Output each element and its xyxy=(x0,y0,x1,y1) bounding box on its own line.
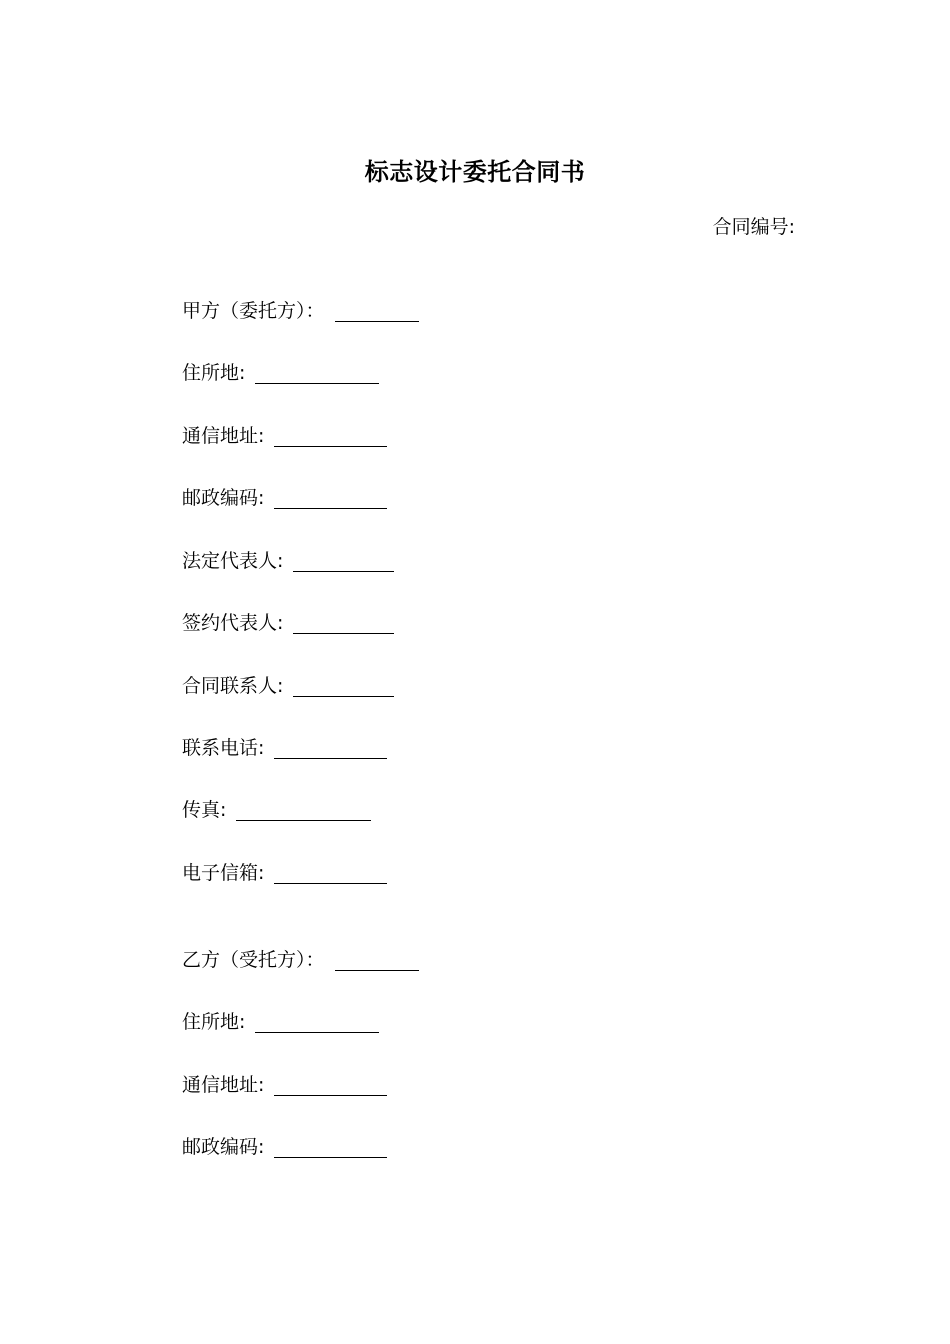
party-a-field-row xyxy=(182,484,387,512)
party-b-name-blank xyxy=(335,950,419,971)
party-b-field-blank xyxy=(274,1075,387,1096)
party-a-heading-row xyxy=(182,297,419,325)
party-a-field-row xyxy=(182,422,387,450)
party-a-field-label: 联系电话: xyxy=(182,737,265,759)
party-a-field-label: 传真: xyxy=(182,799,227,821)
party-a-name-blank xyxy=(335,301,419,322)
party-a-field-row xyxy=(182,609,394,637)
party-b-field-label: 住所地: xyxy=(182,1011,246,1033)
document-title: 标志设计委托合同书 xyxy=(364,158,586,186)
party-a-field-label: 电子信箱: xyxy=(182,862,265,884)
party-a-field-label: 法定代表人: xyxy=(182,550,284,572)
party-a-field-blank xyxy=(274,426,387,447)
party-a-field-blank xyxy=(293,613,394,634)
party-b-field-row xyxy=(182,1008,379,1036)
party-b-field-blank xyxy=(274,1137,387,1158)
party-a-field-label: 合同联系人: xyxy=(182,675,284,697)
party-b-heading: 乙方（受托方）： xyxy=(182,949,325,971)
party-a-field-blank xyxy=(236,800,371,821)
contract-number-label: 合同编号: xyxy=(712,216,795,238)
party-a-field-row xyxy=(182,359,379,387)
party-a-field-blank xyxy=(274,488,387,509)
party-a-field-label: 签约代表人: xyxy=(182,612,284,634)
party-a-field-blank xyxy=(274,738,387,759)
party-a-field-label: 住所地: xyxy=(182,362,246,384)
party-a-field-row xyxy=(182,859,387,887)
party-b-field-blank xyxy=(255,1012,379,1033)
party-a-field-row xyxy=(182,734,387,762)
party-a-field-blank xyxy=(293,676,394,697)
party-b-field-label: 通信地址: xyxy=(182,1074,265,1096)
party-b-field-label: 邮政编码: xyxy=(182,1136,265,1158)
party-a-field-label: 邮政编码: xyxy=(182,487,265,509)
party-a-field-row xyxy=(182,796,371,824)
party-a-field-label: 通信地址: xyxy=(182,425,265,447)
party-a-field-row xyxy=(182,672,394,700)
party-a-heading: 甲方（委托方）： xyxy=(182,300,325,322)
party-a-field-blank xyxy=(293,551,394,572)
party-b-heading-row xyxy=(182,946,419,974)
party-a-field-blank xyxy=(255,363,379,384)
party-b-field-row xyxy=(182,1071,387,1099)
party-a-field-row xyxy=(182,547,394,575)
party-a-field-blank xyxy=(274,863,387,884)
party-b-field-row xyxy=(182,1133,387,1161)
